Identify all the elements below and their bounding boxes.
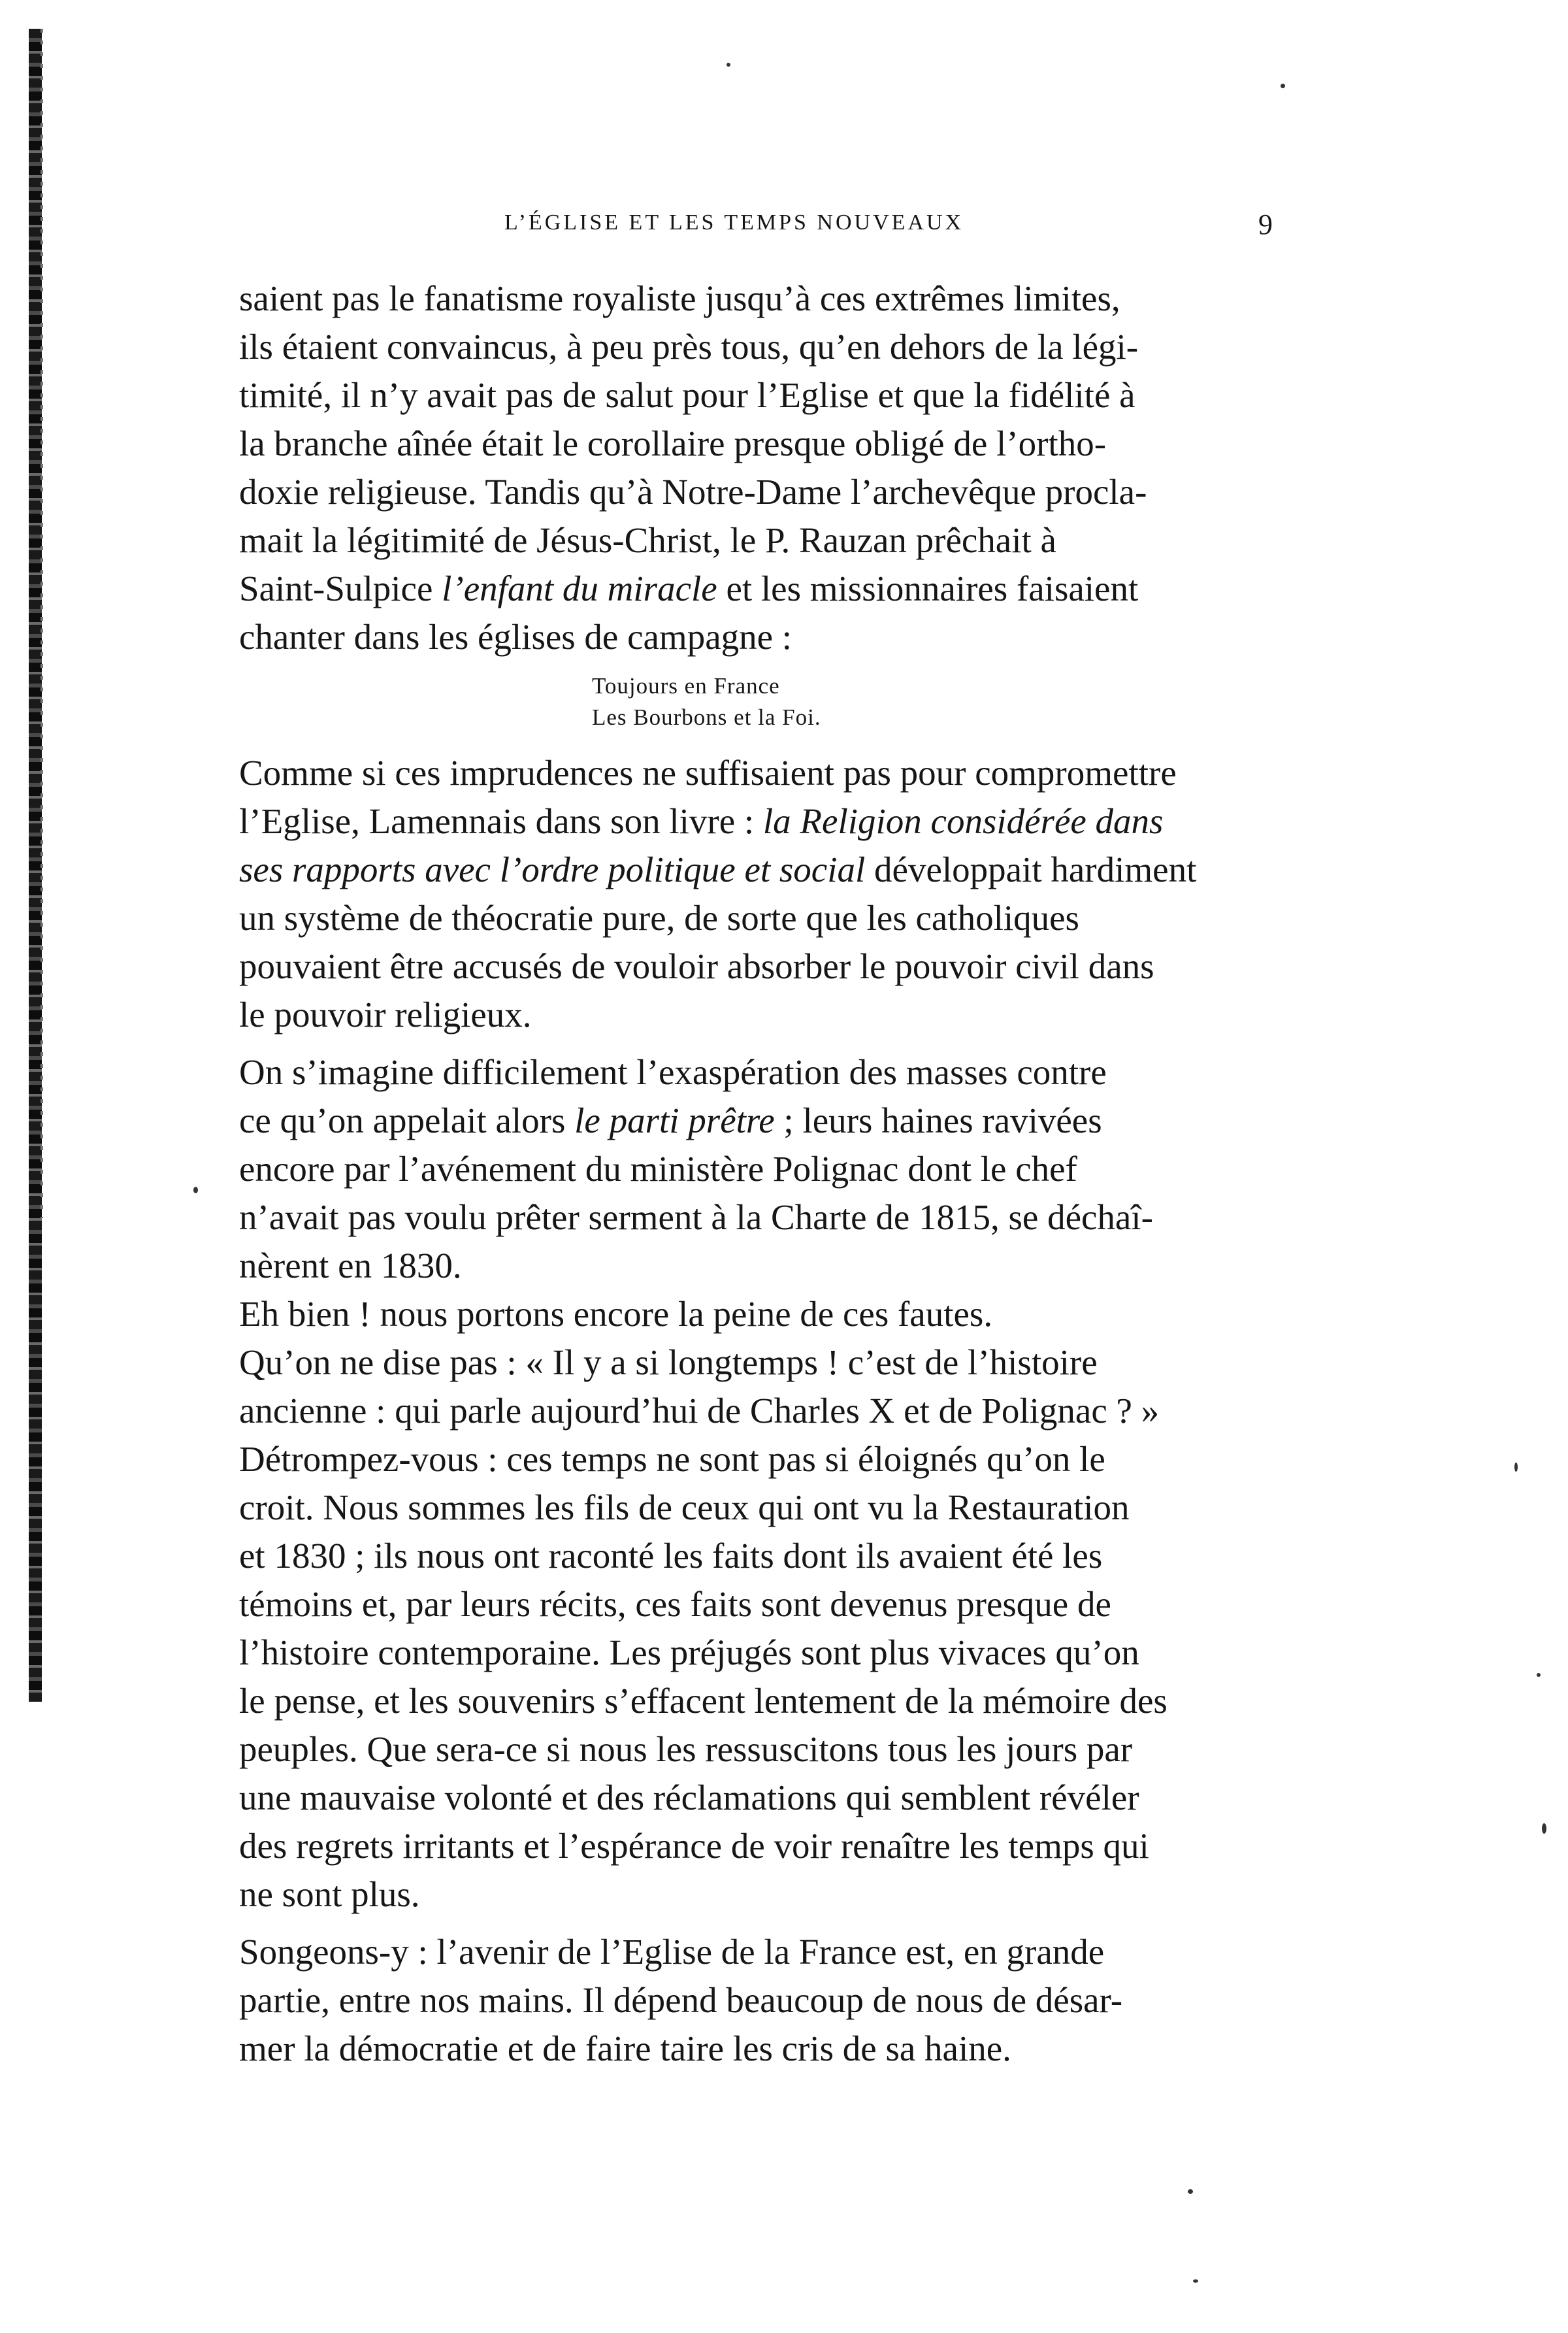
scan-speck [1514,1463,1518,1472]
text-line: ancienne : qui parle aujourd’hui de Charles X et de Polignac ? » [239,1391,1160,1431]
text-line: Songeons-y : l’avenir de l’Eglise de la France est, en grande [239,1932,1105,1972]
text-line: peuples. Que sera-ce si nous les ressuscitons tous les jours par [239,1729,1133,1769]
text-line: la branche aînée était le corollaire presque obligé de l’ortho- [239,423,1107,463]
text-line: partie, entre nos mains. Il dépend beaucoup de nous de désar- [239,1980,1123,2020]
text-line: doxie religieuse. Tandis qu’à Notre-Dame l’archevêque procla- [239,472,1147,512]
text-line: l’histoire contemporaine. Les préjugés sont plus vivaces qu’on [239,1632,1139,1672]
text-line: Détrompez-vous : ces temps ne sont pas si éloignés qu’on le [239,1439,1105,1479]
text-line: ils étaient convaincus, à peu près tous, qu’en dehors de la légi- [239,327,1139,367]
scan-speck [1281,84,1285,88]
text-line: le pouvoir religieux. [239,995,532,1034]
scan-speck [193,1187,198,1193]
text-line: Qu’on ne dise pas : « Il y a si longtemps ! c’est de l’histoire [239,1342,1098,1382]
text-line: Eh bien ! nous portons encore la peine de ces fautes. [239,1294,993,1334]
text-line [239,846,1284,894]
running-header [504,210,1288,235]
verse-line: Les Bourbons et la Foi. [592,704,821,730]
scan-speck [1188,2189,1193,2194]
text-line: mer la démocratie et de faire taire les cris de sa haine. [239,2028,1011,2068]
scanned-page-edge [29,29,42,1702]
text-line: On s’imagine difficilement l’exaspération des masses contre [239,1052,1107,1092]
text-line: n’avait pas voulu prêter serment à la Charte de 1815, se déchaî- [239,1197,1153,1237]
text-line: ne sont plus. [239,1874,420,1914]
text-span: et les missionnaires faisaient [717,569,1139,608]
text-line: des regrets irritants et l’espérance de voir renaître les temps qui [239,1826,1149,1866]
scan-speck [1542,1823,1546,1834]
text-line: mait la légitimité de Jésus-Christ, le P. Rauzan prêchait à [239,520,1056,560]
scan-speck [1193,2279,1198,2283]
italic-text: la Religion considérée dans [762,801,1164,841]
text-line: un système de théocratie pure, de sorte que les catholiques [239,898,1079,938]
text-line [239,1097,1284,1145]
verse-line: Toujours en France [592,673,780,699]
text-span: ; leurs haines ravivées [774,1100,1102,1140]
text-span: l’Eglise, Lamennais dans son livre : [239,801,763,841]
text-line: Comme si ces imprudences ne suffisaient pas pour compromettre [239,753,1177,793]
text-line: encore par l’avénement du ministère Polignac dont le chef [239,1149,1077,1189]
text-span: ce qu’on appelait alors [239,1100,575,1140]
scan-speck [1537,1673,1541,1677]
page-number: 9 [1258,208,1273,240]
text-line: pouvaient être accusés de vouloir absorber le pouvoir civil dans [239,946,1154,986]
scan-speck [727,63,730,67]
text-line [239,565,1284,613]
text-line: croit. Nous sommes les fils de ceux qui ont vu la Restauration [239,1487,1130,1527]
body-text [239,274,1284,2073]
text-line: nèrent en 1830. [239,1246,462,1285]
text-span: développait hardiment [865,850,1197,889]
italic-text: l’enfant du miracle [442,569,717,608]
text-line: chanter dans les églises de campagne : [239,617,792,657]
text-line: le pense, et les souvenirs s’effacent lentement de la mémoire des [239,1681,1168,1721]
text-span: Saint-Sulpice [239,569,442,608]
text-line: une mauvaise volonté et des réclamations qui semblent révéler [239,1778,1139,1817]
text-line: saient pas le fanatisme royaliste jusqu’à ces extrêmes limites, [239,278,1120,318]
italic-text: ses rapports avec l’ordre politique et social [239,850,866,889]
italic-text: le parti prêtre [574,1100,775,1140]
running-title: L’ÉGLISE ET LES TEMPS NOUVEAUX [504,210,964,235]
text-line [239,797,1284,846]
text-line: témoins et, par leurs récits, ces faits sont devenus presque de [239,1584,1111,1624]
text-line: et 1830 ; ils nous ont raconté les faits dont ils avaient été les [239,1536,1103,1576]
text-line: timité, il n’y avait pas de salut pour l’Eglise et que la fidélité à [239,375,1135,415]
